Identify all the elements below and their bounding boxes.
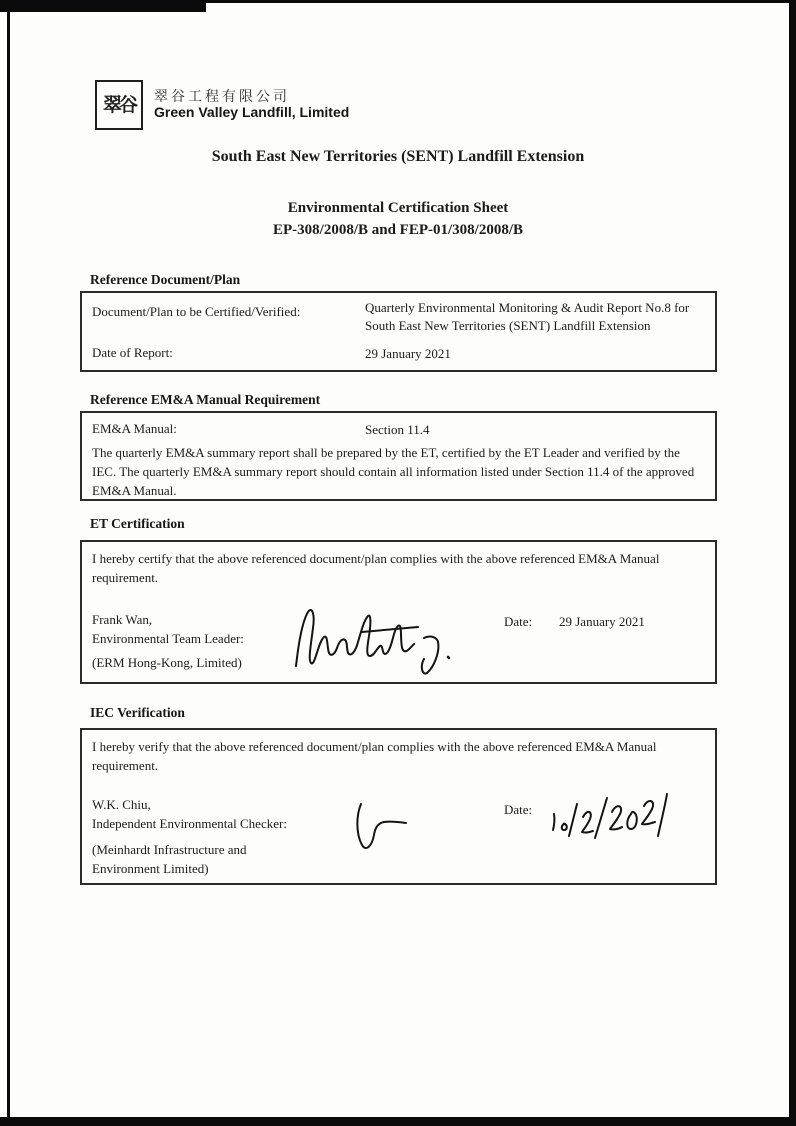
section-heading-reference-ema: Reference EM&A Manual Requirement	[90, 392, 321, 407]
document-subtitle: Environmental Certification Sheet	[287, 200, 509, 216]
et-signatory-title: Environmental Team Leader:	[92, 631, 244, 646]
date-of-report-value: 29 January 2021	[365, 346, 451, 361]
scan-edge-top	[0, 0, 796, 3]
iec-signatory-organisation-line1: (Meinhardt Infrastructure and	[92, 842, 247, 857]
ema-manual-label: EM&A Manual:	[92, 421, 177, 436]
section-heading-et-certification: ET Certification	[90, 516, 185, 531]
seal-characters: 翠谷	[102, 94, 135, 116]
et-date-label: Date:	[504, 614, 533, 629]
iec-date-label: Date:	[504, 802, 533, 817]
ema-manual-value: Section 11.4	[365, 422, 430, 437]
section-heading-reference-document: Reference Document/Plan	[90, 272, 241, 287]
iec-verification-statement: I hereby verify that the above referenced document/plan complies with the above referenced EM&A Manual requirement.	[92, 739, 657, 773]
date-of-report-label: Date of Report:	[92, 345, 173, 360]
permit-numbers: EP-308/2008/B and FEP-01/308/2008/B	[272, 222, 524, 238]
scan-edge-left	[7, 0, 10, 1126]
iec-signatory-name: W.K. Chiu,	[92, 797, 151, 812]
iec-signatory-organisation-line2: Environment Limited)	[92, 861, 209, 876]
reference-ema-table	[80, 411, 717, 501]
scan-edge-right	[789, 0, 796, 1126]
section-heading-iec-verification: IEC Verification	[90, 705, 185, 720]
et-certification-statement: I hereby certify that the above referenced document/plan complies with the above referenced EM&A Manual requirement.	[92, 551, 660, 585]
et-certification-box	[80, 540, 717, 684]
iec-verification-box	[80, 728, 717, 885]
document-plan-label: Document/Plan to be Certified/Verified:	[92, 304, 301, 319]
reference-document-table	[80, 291, 717, 372]
company-name-chinese: 翠谷工程有限公司	[154, 88, 290, 104]
document-title: South East New Territories (SENT) Landfill Extension	[211, 148, 585, 165]
company-name-english: Green Valley Landfill, Limited	[154, 104, 350, 120]
et-signatory-name: Frank Wan,	[92, 612, 153, 627]
iec-checker-signature	[350, 802, 410, 856]
company-seal-logo	[95, 80, 143, 130]
scan-edge-bottom	[0, 1117, 796, 1126]
et-signatory-organisation: (ERM Hong-Kong, Limited)	[92, 655, 242, 670]
ema-requirement-text: The quarterly EM&A summary report shall be prepared by the ET, certified by the ET Leader and verified by the IEC. The quarterly EM&A summary report should contain all information listed under Section 11.4 of the approved EM&A Manual.	[92, 445, 695, 498]
iec-date-handwritten	[546, 790, 678, 840]
document-plan-value: Quarterly Environmental Monitoring & Audit Report No.8 for South East New Territories (SENT) Landfill Extension	[365, 300, 690, 333]
iec-signatory-title: Independent Environmental Checker:	[92, 816, 287, 831]
et-date-value: 29 January 2021	[559, 614, 645, 629]
et-leader-signature	[290, 604, 462, 680]
